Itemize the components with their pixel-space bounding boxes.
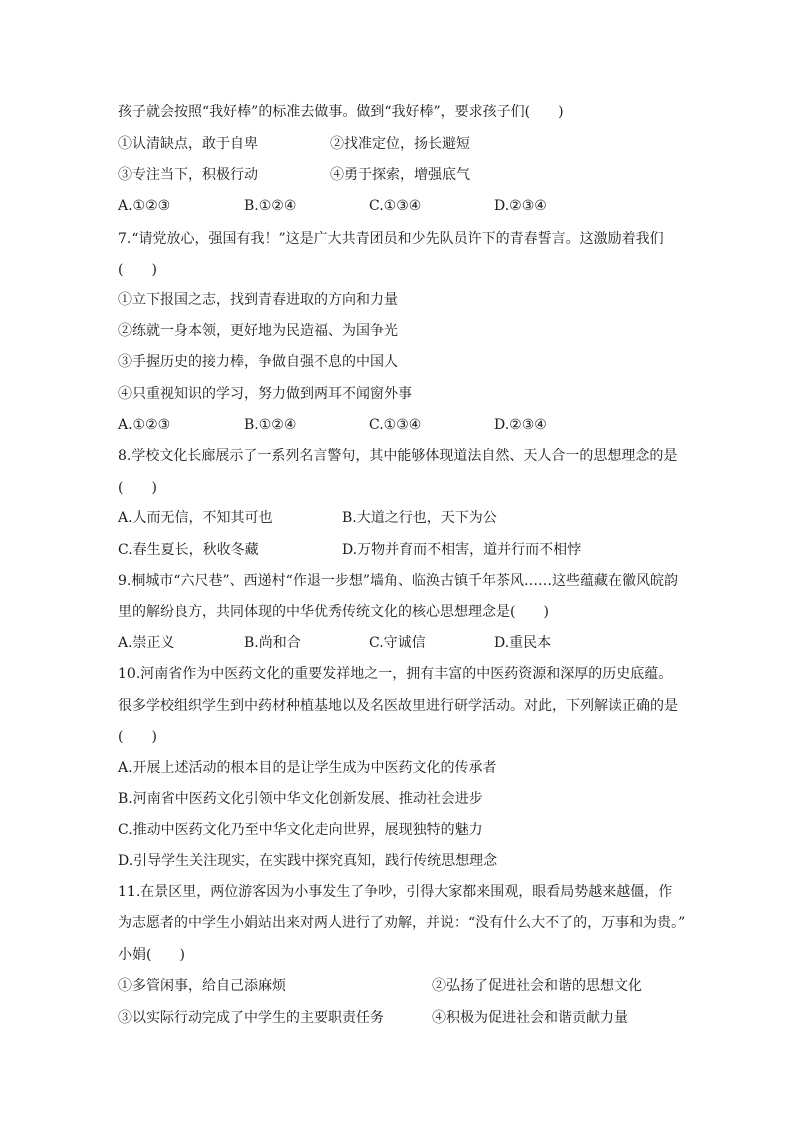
q8-choice-b: B.大道之行也，天下为公 (342, 510, 497, 526)
q6-item-3: ③专注当下，积极行动 (118, 167, 258, 183)
q6-item-2: ②找准定位，扬长避短 (330, 136, 470, 152)
q6-stem: 孩子就会按照“我好棒”的标准去做事。做到“我好棒”，要求孩子们( ) (118, 104, 564, 120)
q8-stem: 8.学校文化长廊展示了一系列名言警句，其中能够体现道法自然、天人合一的思想理念的是 (118, 448, 678, 464)
q7-item-2: ②练就一身本领，更好地为民造福、为国争光 (118, 323, 398, 339)
q9-stem-line1: 9.桐城市“六尺巷”、西递村“作退一步想”墙角、临涣古镇千年茶风……这些蕴藏在徽风皖韵 (118, 573, 678, 589)
q7-stem: 7.“请党放心，强国有我！”这是广大共青团员和少先队员许下的青春誓言。这激励着我们 (118, 231, 664, 247)
q9-choice-c: C.守诚信 (369, 635, 426, 651)
q6-choice-b: B.①②④ (244, 198, 297, 214)
q10-choice-d: D.引导学生关注现实，在实践中探究真知，践行传统思想理念 (118, 853, 498, 869)
q7-item-4: ④只重视知识的学习，努力做到两耳不闻窗外事 (118, 386, 412, 402)
q10-stem-line2: 很多学校组织学生到中药材种植基地以及名医故里进行研学活动。对此，下列解读正确的是 (118, 698, 678, 714)
q6-choice-d: D.②③④ (494, 198, 547, 214)
q11-stem-line1: 11.在景区里，两位游客因为小事发生了争吵，引得大家都来围观，眼看局势越来越僵，作 (118, 884, 673, 900)
q11-item-1: ①多管闲事，给自己添麻烦 (118, 978, 286, 994)
q6-choice-a: A.①②③ (118, 198, 171, 214)
q9-choice-b: B.尚和合 (244, 635, 301, 651)
q10-choice-b: B.河南省中医药文化引领中华文化创新发展、推动社会进步 (118, 791, 483, 807)
q9-stem-line2: 里的解纷良方，共同体现的中华优秀传统文化的核心思想理念是( ) (118, 604, 549, 620)
q7-paren: ( ) (118, 262, 157, 278)
q11-item-4: ④积极为促进社会和谐贡献力量 (432, 1010, 628, 1026)
q9-choice-d: D.重民本 (494, 635, 552, 651)
q11-item-2: ②弘扬了促进社会和谐的思想文化 (432, 978, 642, 994)
q8-choice-a: A.人而无信，不知其可也 (118, 510, 273, 526)
q7-choice-d: D.②③④ (494, 417, 547, 433)
q10-paren: ( ) (118, 729, 157, 745)
q6-item-4: ④勇于探索，增强底气 (330, 167, 470, 183)
q8-paren: ( ) (118, 480, 157, 496)
q11-stem-line3: 小娟( ) (118, 947, 185, 963)
q10-choice-a: A.开展上述活动的根本目的是让学生成为中医药文化的传承者 (118, 760, 497, 776)
q7-item-3: ③手握历史的接力棒，争做自强不息的中国人 (118, 354, 398, 370)
q8-choice-d: D.万物并育而不相害，道并行而不相悖 (342, 542, 582, 558)
q7-item-1: ①立下报国之志，找到青春进取的方向和力量 (118, 292, 398, 308)
q11-stem-line2: 为志愿者的中学生小娟站出来对两人进行了劝解，并说：“没有什么大不了的，万事和为贵。” (118, 915, 686, 931)
q10-choice-c: C.推动中医药文化乃至中华文化走向世界，展现独特的魅力 (118, 822, 483, 838)
q7-choice-b: B.①②④ (244, 417, 297, 433)
q6-choice-c: C.①③④ (369, 198, 422, 214)
q9-choice-a: A.崇正义 (118, 635, 175, 651)
q11-item-3: ③以实际行动完成了中学生的主要职责任务 (118, 1010, 384, 1026)
q10-stem-line1: 10.河南省作为中医药文化的重要发祥地之一，拥有丰富的中医药资源和深厚的历史底蕴。 (118, 666, 673, 682)
q6-item-1: ①认清缺点，敢于自卑 (118, 136, 258, 152)
q7-choice-c: C.①③④ (369, 417, 422, 433)
q8-choice-c: C.春生夏长，秋收冬藏 (118, 542, 259, 558)
q7-choice-a: A.①②③ (118, 417, 171, 433)
